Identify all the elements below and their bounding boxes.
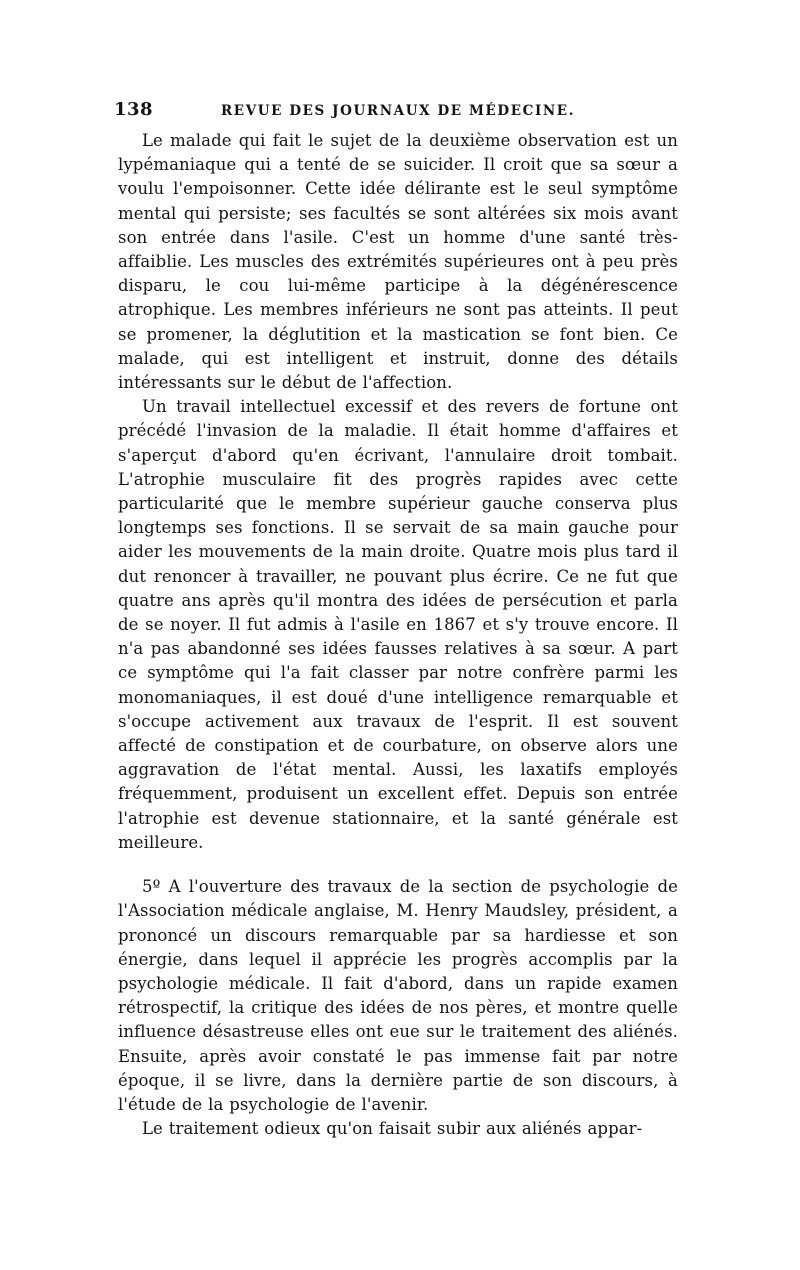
book-page — [114, 95, 678, 1141]
page-header — [114, 95, 678, 125]
page-number: 138 — [114, 99, 154, 120]
paragraph-observation: Le malade qui fait le sujet de la deuxième observation est un lypémaniaque qui a tenté de se suicider. Il croit que sa sœur a voulu l'empoisonner. Cette idée délirante est le seul symptôme mental qui persiste; ses facultés se sont altérées six mois avant son entrée dans l'asile. C'est un homme d'une santé très-affaiblie. Les muscles des extrémités supérieures ont à peu près disparu, le cou lui-même participe à la dégénérescence atrophique. Les membres inférieurs ne sont pas atteints. Il peut se promener, la déglutition et la mastication se font bien. Ce malade, qui est intelligent et instruit, donne des détails intéressants sur le début de l'affection. — [118, 131, 678, 393]
running-title: REVUE DES JOURNAUX DE MÉDECINE. — [220, 103, 575, 119]
paragraph-history: Un travail intellectuel excessif et des revers de fortune ont précédé l'invasion de la maladie. Il était homme d'affaires et s'aperçut d'abord qu'en écrivant, l'annulaire droit tombait. L'atrophie musculaire fit des progrès rapides avec cette particularité que le membre supérieur gauche conserva plus longtemps ses fonctions. Il se servait de sa main gauche pour aider les mouvements de la main droite. Quatre mois plus tard il dut renoncer à travailler, ne pouvant plus écrire. Ce ne fut que quatre ans après qu'il montra des idées de persécution et parla de se noyer. Il fut admis à l'asile en 1867 et s'y trouve encore. Il n'a pas abandonné ses idées fausses relatives à sa sœur. A part ce symptôme qui l'a fait classer par notre confrère parmi les monomaniaques, il est doué d'une intelligence remarquable et s'occupe activement aux travaux de l'esprit. Il est souvent affecté de constipation et de courbature, on observe alors une aggravation de l'état mental. Aussi, les laxatifs employés fréquemment, produisent un excellent effet. Depuis son entrée l'atrophie est devenue stationnaire, et la santé générale est meilleure. — [118, 397, 678, 852]
paragraph-continuation: Le traitement odieux qu'on faisait subir aux aliénés appar- — [142, 1119, 643, 1139]
paragraph-maudsley: 5º A l'ouverture des travaux de la section de psychologie de l'Association médicale anglaise, M. Henry Maudsley, président, a prononcé un discours remarquable par sa hardiesse et son énergie, dans lequel il apprécie les progrès accomplis par la psychologie médicale. Il fait d'abord, dans un rapide examen rétrospectif, la critique des idées de nos pères, et montre quelle influence désastreuse elles ont eue sur le traitement des aliénés. Ensuite, après avoir constaté le pas immense fait par notre époque, il se livre, dans la dernière partie de son discours, à l'étude de la psychologie de l'avenir. — [118, 877, 678, 1114]
